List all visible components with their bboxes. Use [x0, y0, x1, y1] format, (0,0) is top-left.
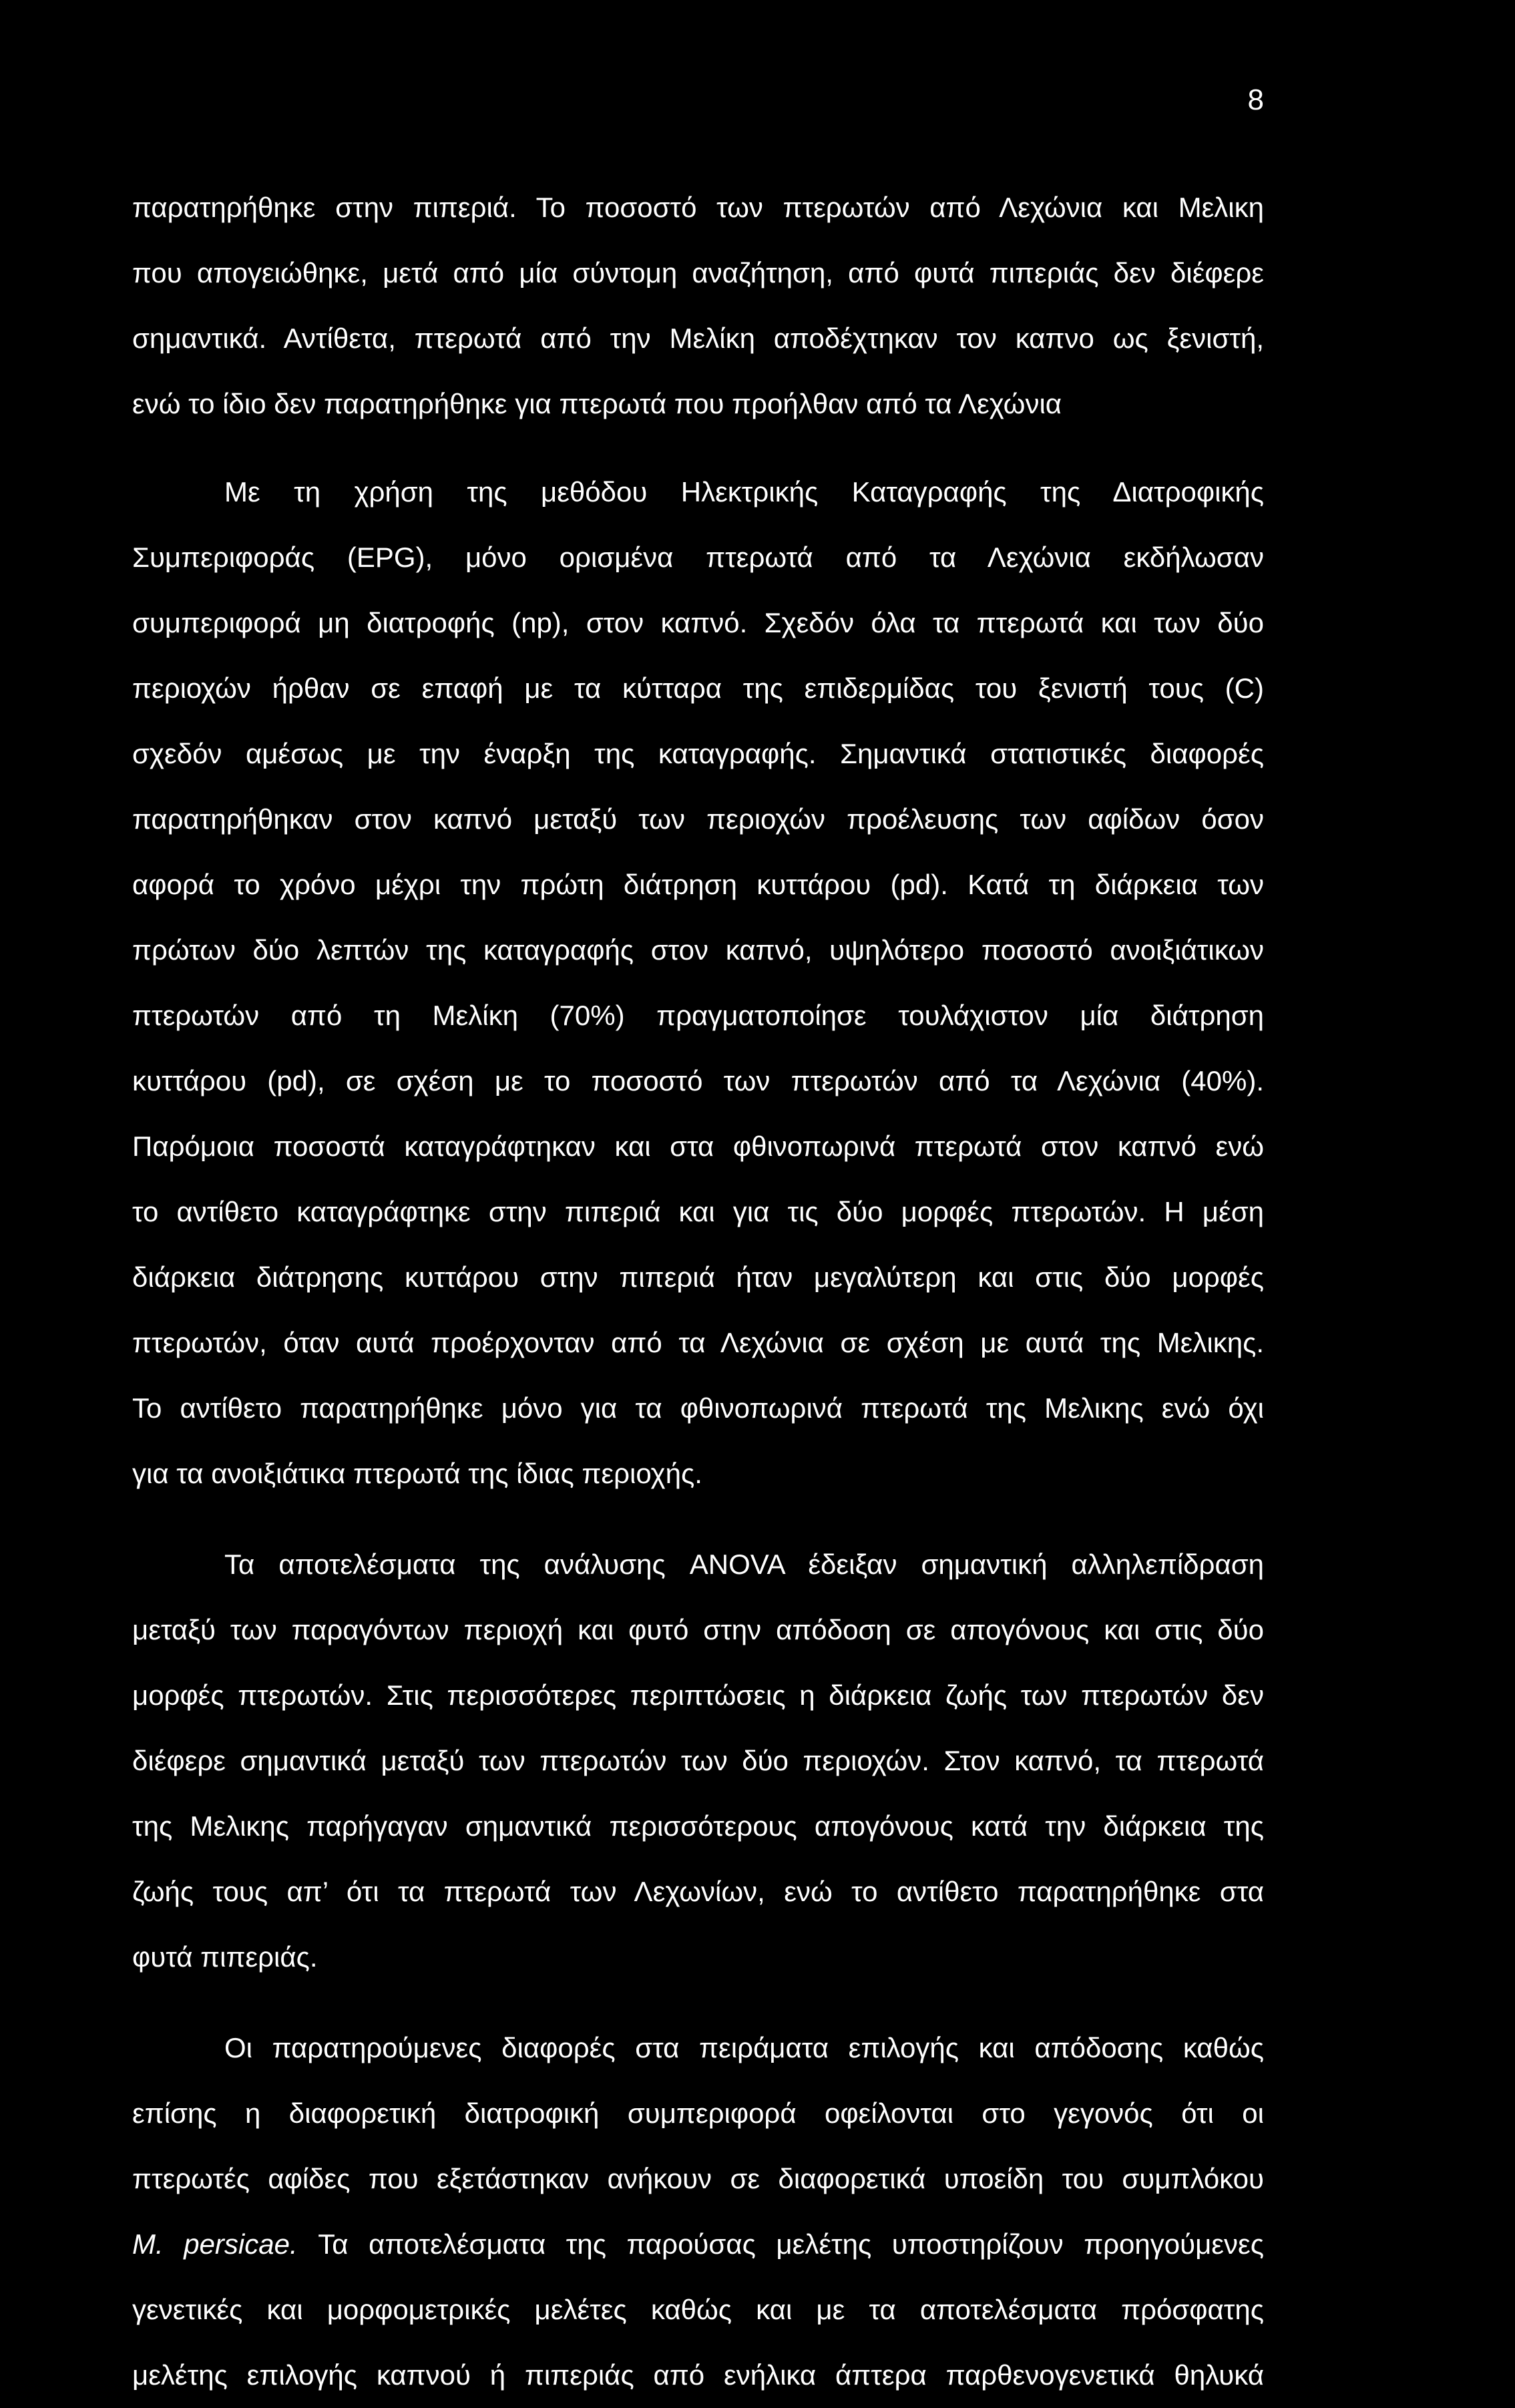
- text-line: φυτά πιπεριάς.: [132, 1941, 318, 1973]
- paragraph-4: [132, 2015, 1264, 2408]
- paragraph-2: [132, 459, 1264, 1507]
- document-body: [132, 175, 1264, 2408]
- text-line: μελέτης επιλογής καπνού ή πιπεριάς από ενήλικα άπτερα παρθενογενετικά θηλυκά: [132, 2359, 1264, 2391]
- text-line: μεταξύ των παραγόντων περιοχή και φυτό στην απόδοση σε απογόνους και στις δύο: [132, 1614, 1264, 1645]
- text-line: Οι παρατηρούμενες διαφορές στα πειράματα επιλογής και απόδοσης καθώς: [224, 2032, 1264, 2063]
- text-line: συμπεριφορά μη διατροφής (np), στον καπνό. Σχεδόν όλα τα πτερωτά και των δύο: [132, 607, 1264, 638]
- text-line: γενετικές και μορφομετρικές μελέτες καθώς και με τα αποτελέσματα πρόσφατης: [132, 2294, 1264, 2325]
- text-line: ζωής τους απ’ ότι τα πτερωτά των Λεχωνίων, ενώ το αντίθετο παρατηρήθηκε στα: [132, 1876, 1264, 1907]
- text-line: πτερωτών, όταν αυτά προέρχονταν από τα Λεχώνια σε σχέση με αυτά της Μελικης.: [132, 1327, 1264, 1358]
- text-line: Συμπεριφοράς (EPG), μόνο ορισμένα πτερωτά από τα Λεχώνια εκδήλωσαν: [132, 542, 1264, 573]
- text-line: σημαντικά. Αντίθετα, πτερωτά από την Μελίκη αποδέχτηκαν τον καπνο ως ξενιστή,: [132, 323, 1264, 354]
- text-line: που απογειώθηκε, μετά από μία σύντομη αναζήτηση, από φυτά πιπεριάς δεν διέφερε: [132, 257, 1264, 288]
- text-line: παρατηρήθηκε στην πιπεριά. Το ποσοστό των πτερωτών από Λεχώνια και Μελικη: [132, 192, 1264, 223]
- text-line: κυττάρου (pd), σε σχέση με το ποσοστό των πτερωτών από τα Λεχώνια (40%).: [132, 1065, 1264, 1096]
- species-line-rest: Τα αποτελέσματα της παρούσας μελέτης υποστηρίζουν προηγούμενες: [297, 2228, 1264, 2260]
- text-line: πτερωτών από τη Μελίκη (70%) πραγματοποίησε τουλάχιστον μία διάτρηση: [132, 1000, 1264, 1031]
- text-line: διέφερε σημαντικά μεταξύ των πτερωτών των δύο περιοχών. Στον καπνό, τα πτερωτά: [132, 1745, 1264, 1776]
- paragraph-1: [132, 175, 1264, 437]
- text-line: Με τη χρήση της μεθόδου Ηλεκτρικής Καταγραφής της Διατροφικής: [224, 476, 1264, 508]
- text-line: πτερωτές αφίδες που εξετάστηκαν ανήκουν σε διαφορετικά υποείδη του συμπλόκου: [132, 2163, 1264, 2194]
- text-line: Παρόμοια ποσοστά καταγράφτηκαν και στα φθινοπωρινά πτερωτά στον καπνό ενώ: [132, 1131, 1264, 1162]
- text-line: της Μελικης παρήγαγαν σημαντικά περισσότερους απογόνους κατά την διάρκεια της: [132, 1810, 1264, 1842]
- text-line: πρώτων δύο λεπτών της καταγραφής στον καπνό, υψηλότερο ποσοστό ανοιξιάτικων: [132, 934, 1264, 966]
- text-line: επίσης η διαφορετική διατροφική συμπεριφορά οφείλονται στο γεγονός ότι οι: [132, 2097, 1264, 2129]
- text-line: Το αντίθετο παρατηρήθηκε μόνο για τα φθινοπωρινά πτερωτά της Μελικης ενώ όχι: [132, 1392, 1264, 1424]
- text-line: μορφές πτερωτών. Στις περισσότερες περιπτώσεις η διάρκεια ζωής των πτερωτών δεν: [132, 1679, 1264, 1711]
- text-line: παρατηρήθηκαν στον καπνό μεταξύ των περιοχών προέλευσης των αφίδων όσον: [132, 803, 1264, 835]
- text-line: για τα ανοιξιάτικα πτερωτά της ίδιας περιοχής.: [132, 1458, 702, 1489]
- paragraph-3: [132, 1532, 1264, 1990]
- text-line: ενώ το ίδιο δεν παρατηρήθηκε για πτερωτά που προήλθαν από τα Λεχώνια: [132, 388, 1062, 419]
- text-line-species: [132, 2212, 1264, 2277]
- text-line: διάρκεια διάτρησης κυττάρου στην πιπεριά ήταν μεγαλύτερη και στις δύο μορφές: [132, 1261, 1264, 1293]
- text-line: αφορά το χρόνο μέχρι την πρώτη διάτρηση κυττάρου (pd). Κατά τη διάρκεια των: [132, 869, 1264, 900]
- text-line: περιοχών ήρθαν σε επαφή με τα κύτταρα της επιδερμίδας του ξενιστή τους (C): [132, 672, 1264, 704]
- text-line: σχεδόν αμέσως με την έναρξη της καταγραφής. Σημαντικά στατιστικές διαφορές: [132, 738, 1264, 769]
- species-name: M. persicae.: [132, 2228, 298, 2260]
- text-line: Τα αποτελέσματα της ανάλυσης ANOVA έδειξαν σημαντική αλληλεπίδραση: [224, 1549, 1264, 1580]
- text-line: το αντίθετο καταγράφτηκε στην πιπεριά και για τις δύο μορφές πτερωτών. Η μέση: [132, 1196, 1264, 1227]
- page-number: 8: [1247, 83, 1264, 116]
